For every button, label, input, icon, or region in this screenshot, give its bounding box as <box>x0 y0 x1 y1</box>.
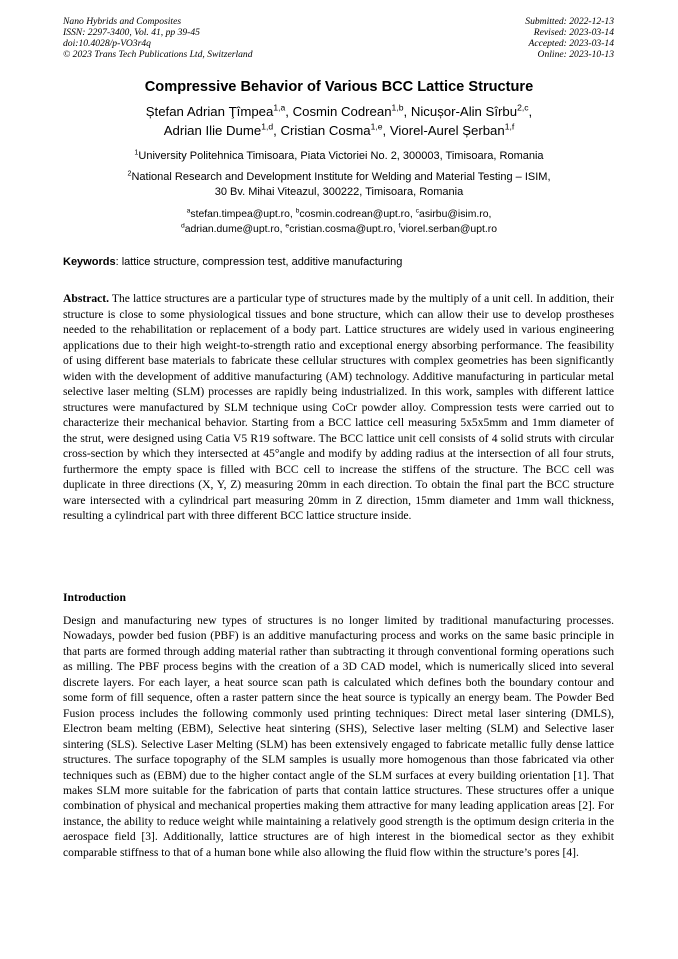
introduction-heading: Introduction <box>63 591 126 604</box>
journal-info <box>63 16 253 60</box>
abstract-label: Abstract. <box>63 292 110 305</box>
journal-issn: ISSN: 2297-3400, Vol. 41, pp 39-45 <box>63 27 200 38</box>
affiliation-2: $^2$National Research and Development Institute for Welding and Material Testing – ISIM, 30 Bv. Mihai Viteazul, 300222, Timisoara, Romania <box>127 169 551 198</box>
author: Viorel-Aurel Șerban$^{1,f}$ <box>389 121 515 138</box>
abstract-text: The lattice structures are a particular type of structures made by the multiply of a unit cell. In addition, their structure is close to some physiological tissues and bone structure, which can allow their use to develop prostheses needed to the rehabilitation or replacement of a body part. Lattice structures are widely used in various engineering applications due to their high weight-to-strength ratio and exceptional energy absorbing performance. The feasibility of using different base materials to fabricate these cellular structures with complex geometries has been significantly widen with the development of additive manufacturing (AM) technology. Additive manufacturing in particular metal selective laser melting (SLM) processes are rapidly being industrialized. In this work, samples with different lattice structures were manufactured by SLM technique using CoCr powder alloy. Compression tests were carried out to characterize their mechanical behavior. Starting from a BCC lattice cell measuring 5x5x5mm and 1mm diameter of the strut, were designed using Catia V5 R19 software. The BCC lattice unit cell consists of 4 solid struts with circular cross-section by which they intersected at 45°angle and modify by adding radius at the intersection of all four struts, furthermore the empty space is filled with BCC cell to increase the stiffens of the structure. The BCC cell was duplicate in three directions (X, Y, Z) measuring 20mm in each direction. To obtain the final part the BCC structure ware intersected with a cylindrical part measuring 20mm in Z direction, 15mm diameter and 1mm wall thickness, resulting a cylindrical part with three different BCC lattice structure inside. <box>63 292 614 522</box>
introduction-text: Design and manufacturing new types of structures is no longer limited by traditional manufacturing processes. Nowadays, powder bed fusion (PBF) is an additive manufacturing process and works on the same basic principle in that parts are formed through adding material rather than subtracting it through conventional forming operations such as milling. The PBF process begins with the creation of a 3D CAD model, which is numerically sliced into several discrete layers. For each layer, a heat source scan path is calculated which defines both the boundary contour and some form of fill sequence, often a raster pattern since the heat source is typically an energy beam. The Powder Bed Fusion process includes the following commonly used printing techniques: Direct metal laser sintering (DMLS), Electron beam melting (EBM), Selective heat sintering (SHS), Selective laser melting (SLM) and Selective laser sintering (SLS). Selective Laser Melting (SLM) has been extensively engaged to fabricate metallic fully dense lattice structures. The surface topography of the SLM samples is usually more homogenous than those fabricated via other techniques such as (EBM) due to the higher contact angle of the SLM surfaces at every building orientation [1]. That makes SLM more suitable for the fabrication of parts that contain lattice structures. These structures offer a unique combination of physical and mechanical properties making them attractive for many leading application areas [2]. For instance, the ability to reduce weight while maintaining a relatively good strength is the optimum design criteria in the aerospace field [3]. Additionally, lattice structures are of high interest in the biomedical sector as they exhibit comparable stiffness to that of a human bone while also allowing the fluid flow within the structure’s pores [4]. <box>63 614 614 859</box>
keywords-label: Keywords <box>63 256 116 268</box>
email[interactable]: $^b$cosmin.codrean@upt.ro <box>295 207 410 220</box>
author-emails: $^a$stefan.timpea@upt.ro, $^b$cosmin.codrean@upt.ro, $^c$asirbu@isim.ro, $^d$adrian.dume@upt.ro, $^e$cristian.cosma@upt.ro, $^f$viorel.serban@upt.ro <box>180 207 497 235</box>
date-revised: Revised: 2023-03-14 <box>533 27 614 38</box>
email[interactable]: $^d$adrian.dume@upt.ro <box>180 222 280 235</box>
journal-doi: doi:10.4028/p-VO3r4q <box>63 38 151 49</box>
affiliation-1: $^1$University Politehnica Timisoara, Piata Victoriei No. 2, 300003, Timisoara, Romania <box>134 148 544 162</box>
date-submitted: Submitted: 2022-12-13 <box>525 16 614 27</box>
email[interactable]: $^a$stefan.timpea@upt.ro <box>186 207 290 220</box>
author-list <box>40 102 638 140</box>
email[interactable]: $^e$cristian.cosma@upt.ro <box>285 222 393 235</box>
abstract <box>63 291 614 524</box>
journal-name: Nano Hybrids and Composites <box>63 16 182 27</box>
author: Adrian Ilie Dume$^{1,d}$, <box>163 121 281 138</box>
journal-copyright: © 2023 Trans Tech Publications Ltd, Switzerland <box>63 49 253 60</box>
dates-info <box>525 16 614 60</box>
author: Nicușor-Alin Sîrbu$^{2,c}$, <box>410 102 533 119</box>
paper-title: Compressive Behavior of Various BCC Lattice Structure <box>144 79 534 95</box>
introduction-body <box>63 613 614 860</box>
email[interactable]: $^c$asirbu@isim.ro <box>415 207 489 220</box>
keywords <box>63 256 623 268</box>
date-online: Online: 2023-10-13 <box>537 49 614 60</box>
author: Cosmin Codrean$^{1,b}$, <box>292 102 411 119</box>
author: Ștefan Adrian Ţîmpea$^{1,a}$, <box>145 102 293 119</box>
email[interactable]: $^f$viorel.serban@upt.ro <box>398 222 497 235</box>
date-accepted: Accepted: 2023-03-14 <box>528 38 614 49</box>
keywords-text: : lattice structure, compression test, additive manufacturing <box>115 256 403 268</box>
author: Cristian Cosma$^{1,e}$, <box>280 121 390 138</box>
